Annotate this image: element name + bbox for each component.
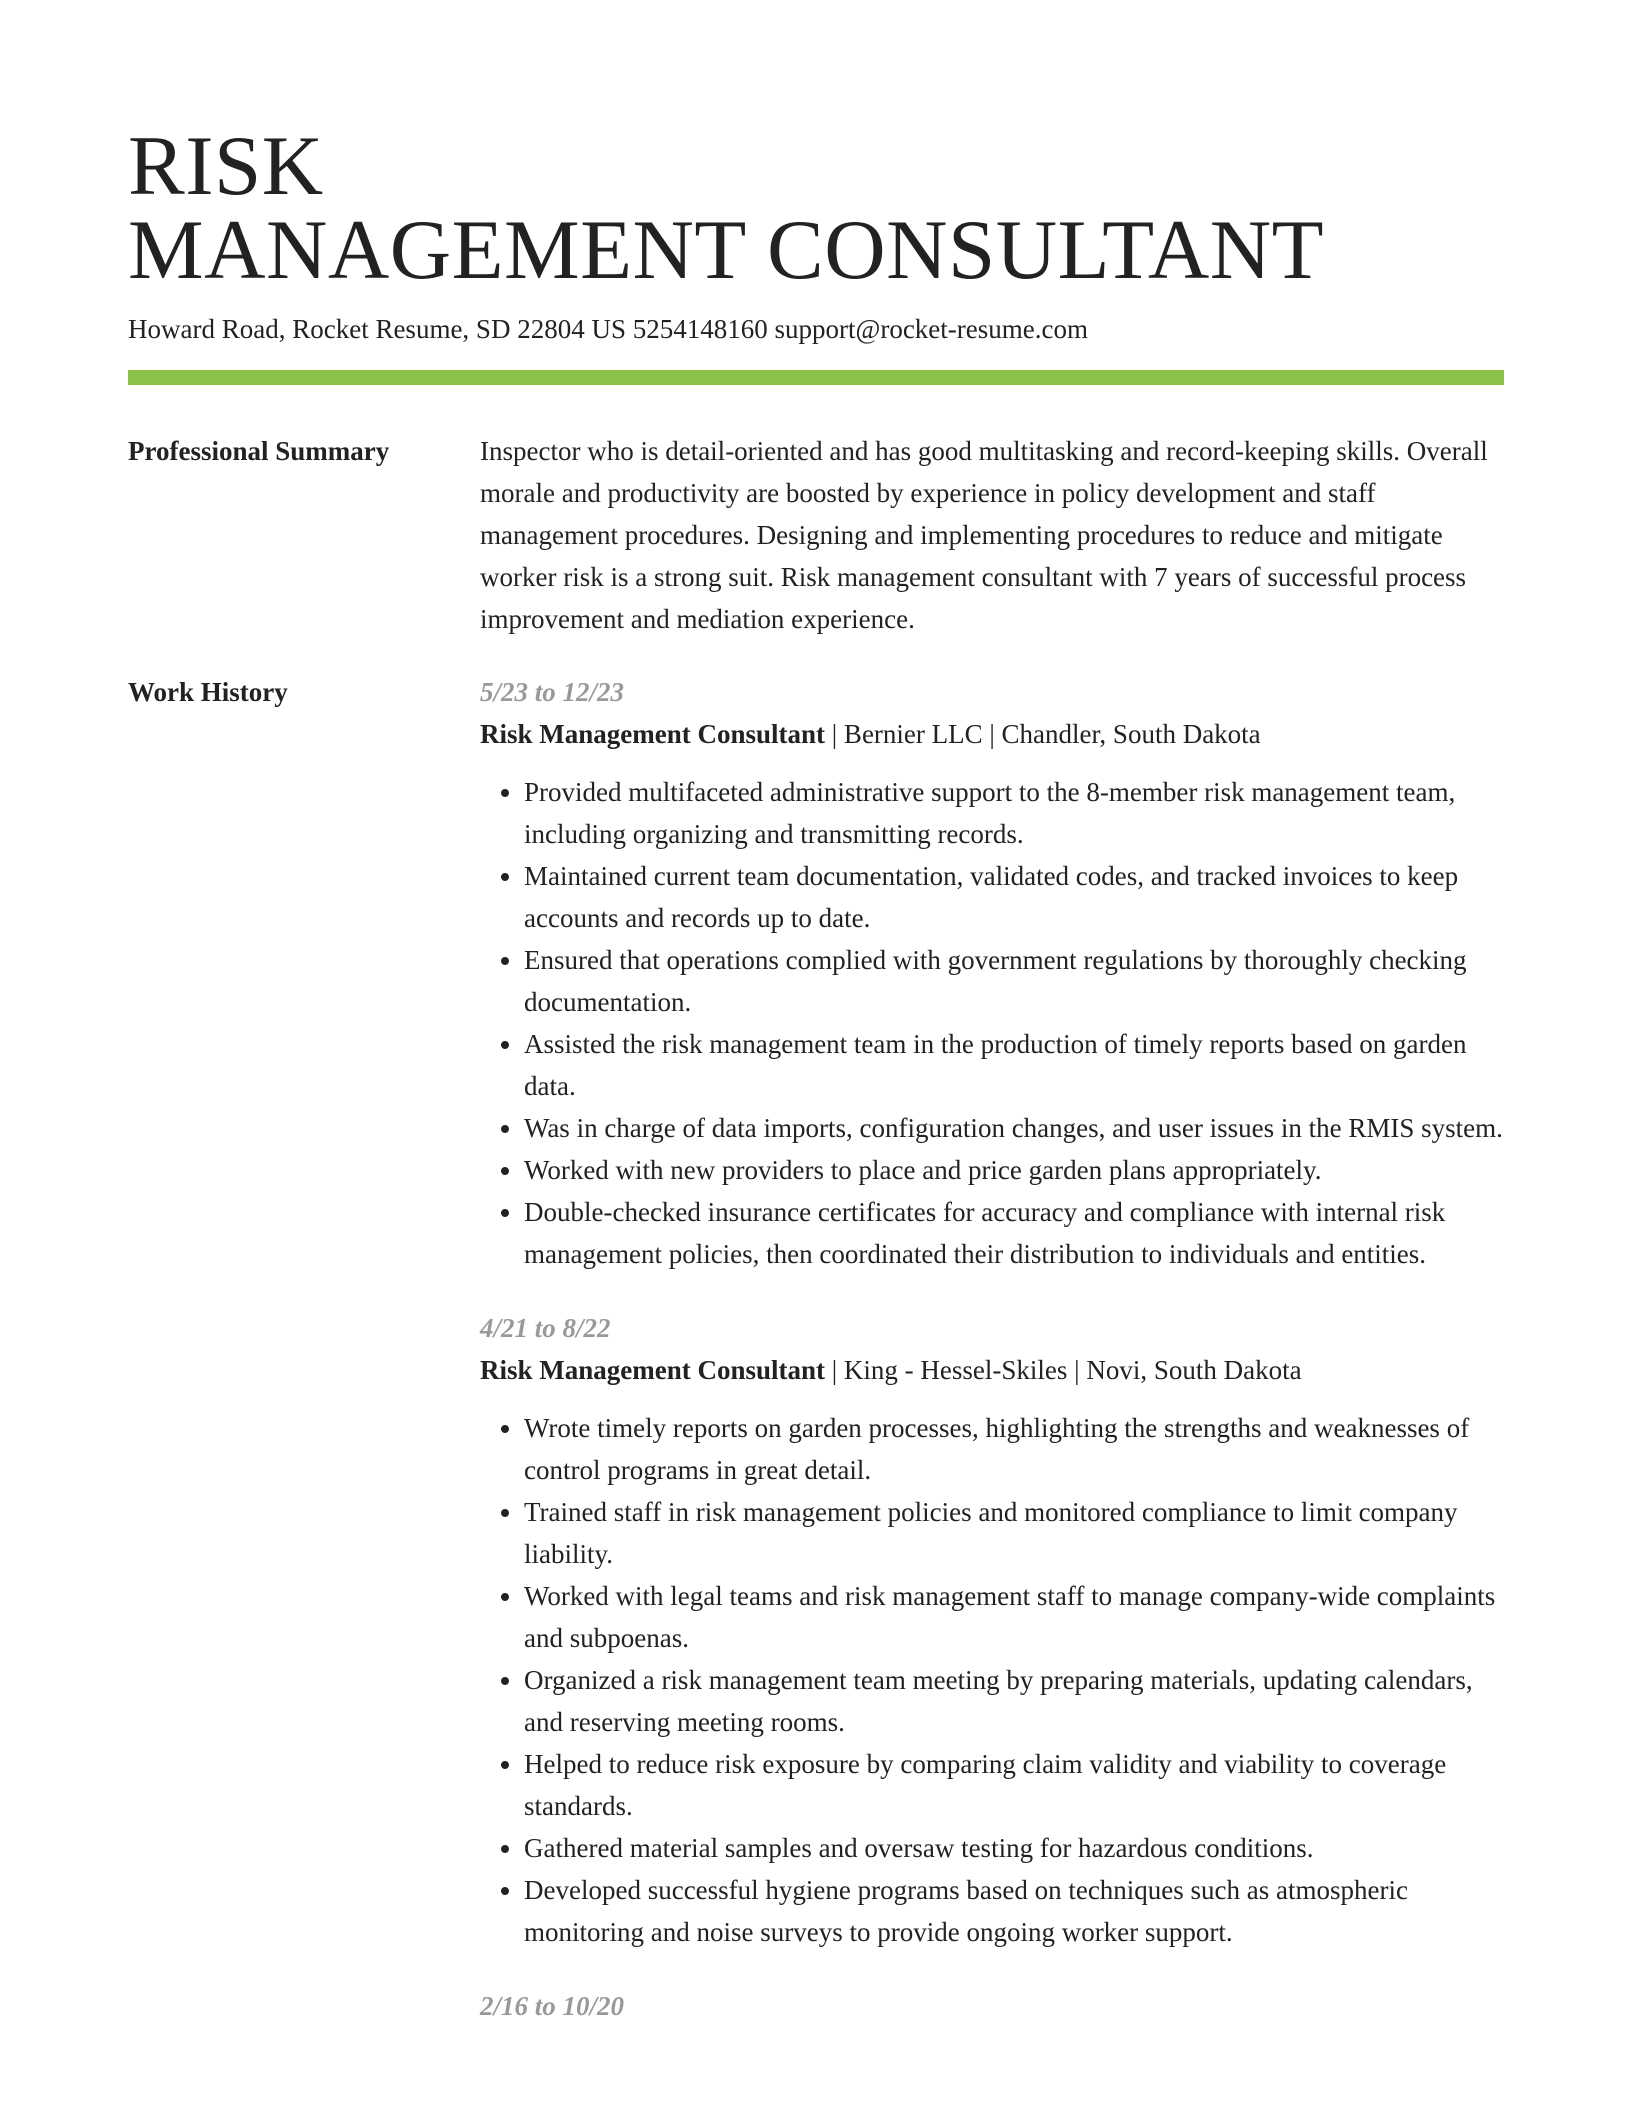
accent-divider	[128, 370, 1504, 385]
job-dates: 5/23 to 12/23	[480, 677, 625, 707]
job-bullet: • Maintained current team documentation, validated codes, and tracked invoices to keep accounts and records up to date.	[524, 855, 1504, 939]
job-dates: 4/21 to 8/22	[480, 1313, 611, 1343]
job-title: Risk Management Consultant	[480, 1355, 826, 1385]
job-entry	[480, 1985, 1504, 2027]
job-bullet: • Helped to reduce risk exposure by comparing claim validity and viability to coverage standards.	[524, 1743, 1504, 1827]
job-bullet: • Worked with new providers to place and price garden plans appropriately.	[524, 1149, 1504, 1191]
resume-title-line-2: MANAGEMENT CONSULTANT	[128, 203, 1325, 297]
resume-header	[128, 119, 1504, 346]
job-bullet: • Developed successful hygiene programs based on techniques such as atmospheric monitoring and noise surveys to provide ongoing worker support.	[524, 1869, 1504, 1953]
job-bullet: • Double-checked insurance certificates for accuracy and compliance with internal risk management policies, then coordinated their distribution to individuals and entities.	[524, 1191, 1504, 1275]
section-label-work-history: Work History	[128, 677, 288, 707]
summary-text: Inspector who is detail-oriented and has good multitasking and record-keeping skills. Overall morale and productivity are boosted by experience in policy development and staff management procedures. Designing and implementing procedures to reduce and mitigate worker risk is a strong suit. Risk management consultant with 7 years of successful process improvement and mediation experience.	[480, 436, 1488, 634]
job-bullet: • Assisted the risk management team in the production of timely reports based on garden data.	[524, 1023, 1504, 1107]
job-entry	[480, 1307, 1504, 1953]
job-bullet: • Gathered material samples and oversaw testing for hazardous conditions.	[524, 1827, 1504, 1869]
job-heading	[480, 1349, 1504, 1391]
work-history-list	[480, 671, 1504, 2059]
job-bullet: • Organized a risk management team meeting by preparing materials, updating calendars, and reserving meeting rooms.	[524, 1659, 1504, 1743]
job-bullet: • Trained staff in risk management policies and monitored compliance to limit company liability.	[524, 1491, 1504, 1575]
job-company-location: | Bernier LLC | Chandler, South Dakota	[825, 719, 1261, 749]
job-bullets	[480, 1407, 1504, 1953]
job-dates: 2/16 to 10/20	[480, 1991, 625, 2021]
job-bullet: • Wrote timely reports on garden processes, highlighting the strengths and weaknesses of control programs in great detail.	[524, 1407, 1504, 1491]
job-title: Risk Management Consultant	[480, 719, 826, 749]
job-entry	[480, 671, 1504, 1275]
job-bullets	[480, 771, 1504, 1275]
job-bullet: • Worked with legal teams and risk management staff to manage company-wide complaints and subpoenas.	[524, 1575, 1504, 1659]
job-bullet: • Ensured that operations complied with government regulations by thoroughly checking documentation.	[524, 939, 1504, 1023]
job-company-location: | King - Hessel-Skiles | Novi, South Dakota	[825, 1355, 1302, 1385]
job-heading	[480, 713, 1504, 755]
job-bullet: • Was in charge of data imports, configuration changes, and user issues in the RMIS system.	[524, 1107, 1504, 1149]
section-label-summary: Professional Summary	[128, 436, 390, 466]
job-bullet: • Provided multifaceted administrative support to the 8-member risk management team, including organizing and transmitting records.	[524, 771, 1504, 855]
resume-title-line-1: RISK	[128, 119, 324, 213]
contact-info: Howard Road, Rocket Resume, SD 22804 US 5254148160 support@rocket-resume.com	[128, 314, 1088, 344]
